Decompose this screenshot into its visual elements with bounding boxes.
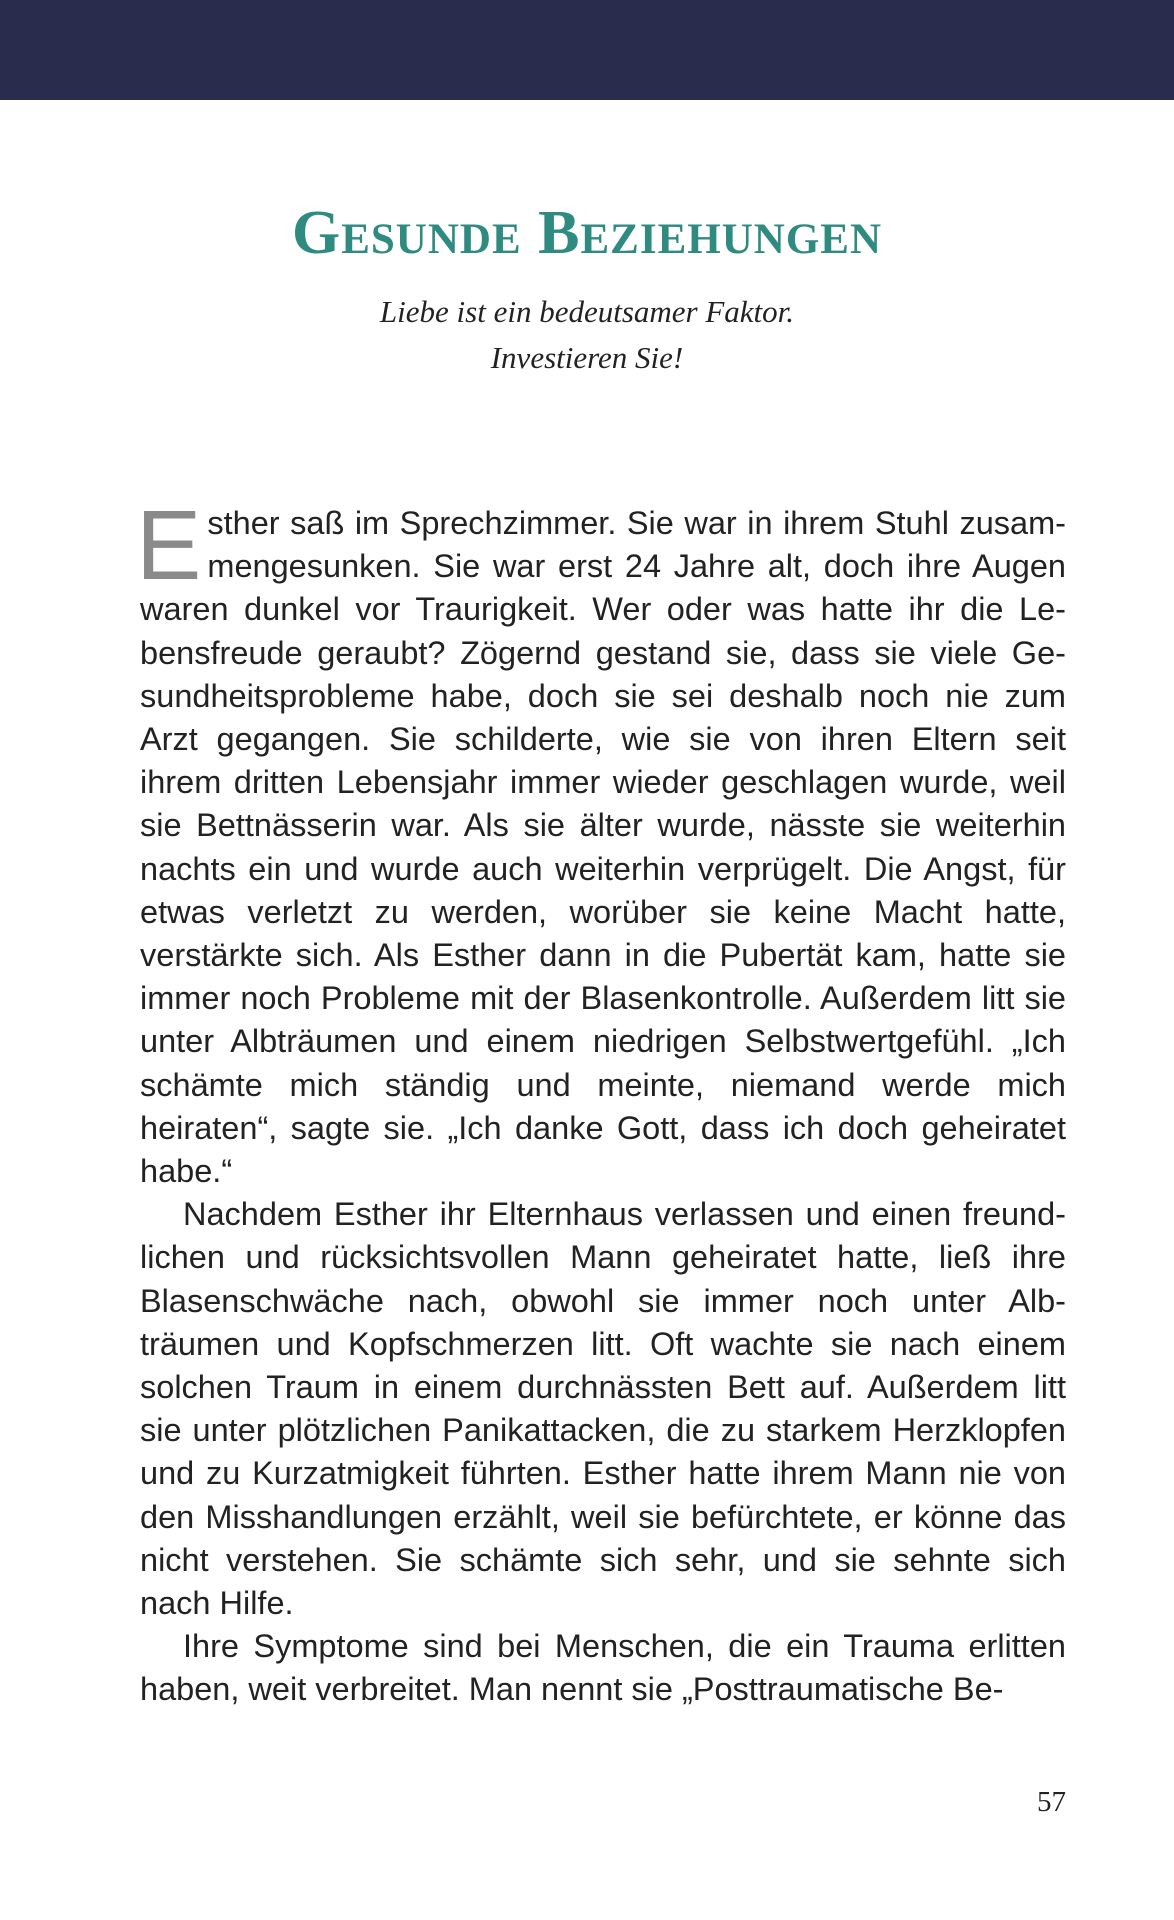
page-number: 57	[1037, 1786, 1066, 1818]
paragraph-1	[136, 490, 1066, 1193]
top-color-band	[0, 0, 1174, 100]
paragraph-1-text: sther saß im Sprechzimmer. Sie war in ihrem Stuhl zusammengesunken. Sie war erst 24 Jahre alt, doch ihre Augen waren dunkel vor Traurigkeit. Wer oder was hatte ihr die Lebensfreude geraubt? Zögernd gestand sie, dass sie viele Gesundheitsprobleme habe, doch sie sei deshalb noch nie zum Arzt gegangen. Sie schilderte, wie sie von ihren Eltern seit ihrem dritten Lebensjahr immer wieder geschlagen wurde, weil sie Bettnässerin war. Als sie älter wurde, nässte sie weiterhin nachts ein und wurde auch weiterhin verprügelt. Die Angst, für etwas verletzt zu werden, worüber sie keine Macht hatte, verstärkte sich. Als Esther dann in die Pubertät kam, hatte sie immer noch Probleme mit der Blasenkontrolle. Außerdem litt sie unter Albträumen und einem niedrigen Selbstwertgefühl. „Ich schämte mich ständig und meinte, niemand werde mich heiraten“, sagte sie. „Ich danke Gott, dass ich doch geheiratet habe.“	[140, 505, 1066, 1190]
body-text	[136, 490, 1066, 1712]
drop-cap: E	[136, 490, 202, 600]
paragraph-2: Nachdem Esther ihr Elternhaus verlassen und einen freundlichen und rücksichtsvollen Mann geheiratet hatte, ließ ihre Blasenschwäche nach, obwohl sie immer noch unter Albträumen und Kopfschmerzen litt. Oft wachte sie nach einem solchen Traum in einem durchnässten Bett auf. Außerdem litt sie unter plötzlichen Panikattacken, die zu starkem Herzklopfen und zu Kurzatmigkeit führten. Esther hatte ihrem Mann nie von den Misshandlungen erzählt, weil sie befürchtete, er könne das nicht verstehen. Sie schämte sich sehr, und sie sehnte sich nach Hilfe.	[140, 1196, 1066, 1622]
chapter-subtitle-line2: Investieren Sie!	[490, 340, 684, 375]
chapter-title: Gesunde Beziehungen	[291, 199, 883, 267]
chapter-subtitle-line1: Liebe ist ein bedeutsamer Faktor.	[379, 294, 795, 329]
paragraph-3: Ihre Symptome sind bei Menschen, die ein Trauma erlitten haben, weit verbreitet. Man nennt sie „Posttraumatische Be-	[140, 1628, 1066, 1708]
